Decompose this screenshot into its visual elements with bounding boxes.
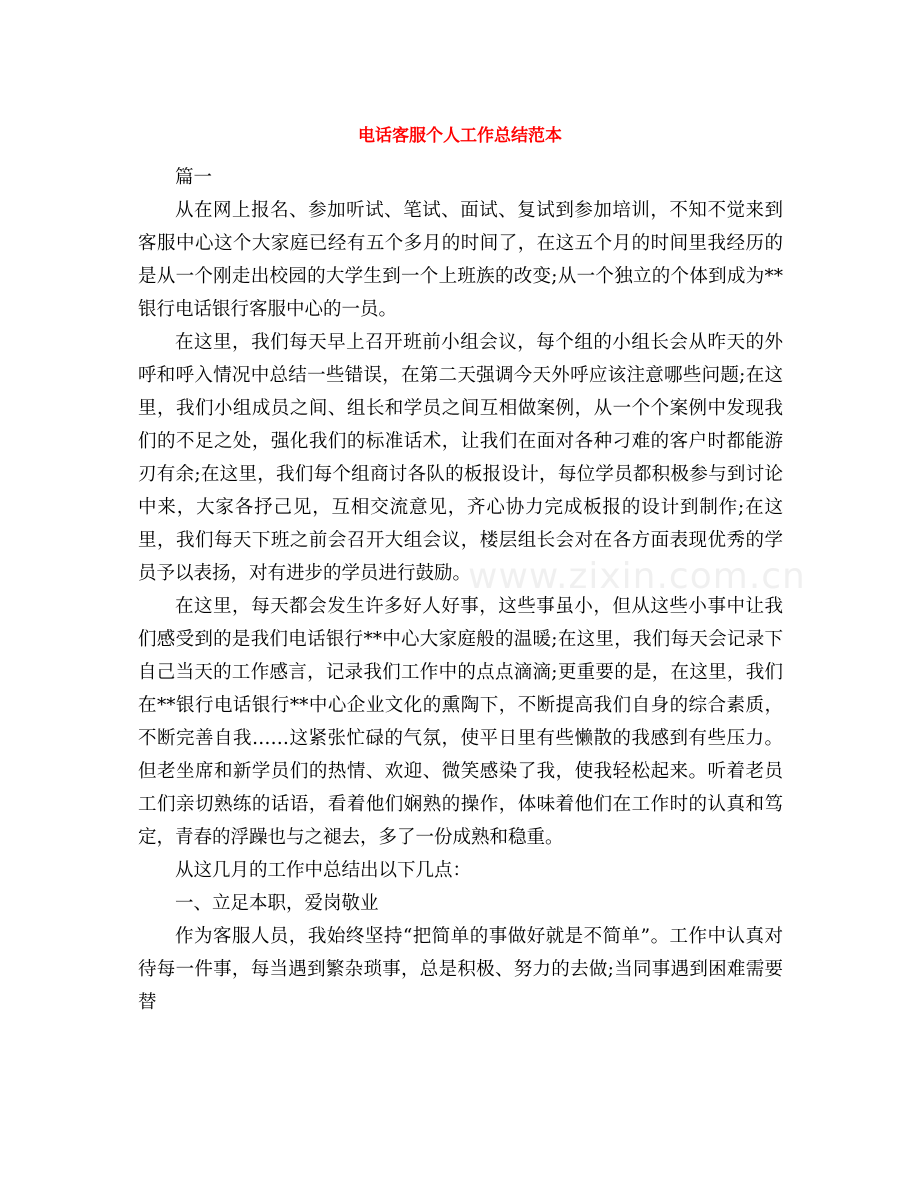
point-heading-1: 一、立足本职，爱岗敬业 [175,893,379,914]
section-heading: 篇一 [175,167,213,188]
watermark: www.zixin.com.cn [468,556,806,597]
paragraph-intro: 从在网上报名、参加听试、笔试、面试、复试到参加培训，不知不觉来到客服中心这个大家庭已经有五个多月的时间了，在这五个月的时间里我经历的是从一个刚走出校园的大学生到一个上班族的改变;从一个独立的个体到成为**银行电话银行客服中心的一员。 [138,200,783,320]
paragraph-point-1: 作为客服人员，我始终坚持“把简单的事做好就是不简单”。工作中认真对待每一件事，每当遇到繁杂琐事，总是积极、努力的去做;当同事遇到困难需要替 [138,926,783,1013]
paragraph-warmth: 在这里，每天都会发生许多好人好事，这些事虽小，但从这些小事中让我们感受到的是我们电话银行**中心大家庭般的温暖;在这里，我们每天会记录下自己当天的工作感言，记录我们工作中的点点滴滴;更重要的是，在这里，我们在**银行电话银行**中心企业文化的熏陶下，不断提高我们自身的综合素质，不断完善自我……这紧张忙碌的气氛，使平日里有些懒散的我感到有些压力。但老坐席和新学员们的热情、欢迎、微笑感染了我，使我轻松起来。听着老员工们亲切熟练的话语，看着他们娴熟的操作，体味着他们在工作时的认真和笃定，青春的浮躁也与之褪去，多了一份成熟和稳重。 [138,596,783,848]
paragraph-summary-lead: 从这几月的工作中总结出以下几点： [175,860,472,881]
document-body [138,161,783,1019]
paragraph-meetings: 在这里，我们每天早上召开班前小组会议，每个组的小组长会从昨天的外呼和呼入情况中总结一些错误，在第二天强调今天外呼应该注意哪些问题;在这里，我们小组成员之间、组长和学员之间互相做案例，从一个个案例中发现我们的不足之处，强化我们的标准话术，让我们在面对各种刁难的客户时都能游刃有余;在这里，我们每个组商讨各队的板报设计，每位学员都积极参与到讨论中来，大家各抒己见，互相交流意见，齐心协力完成板报的设计到制作;在这里，我们每天下班之前会召开大组会议，楼层组长会对在各方面表现优秀的学员予以表扬，对有进步的学员进行鼓励。 [138,332,783,584]
document-title: 电话客服个人工作总结范本 [358,126,562,146]
